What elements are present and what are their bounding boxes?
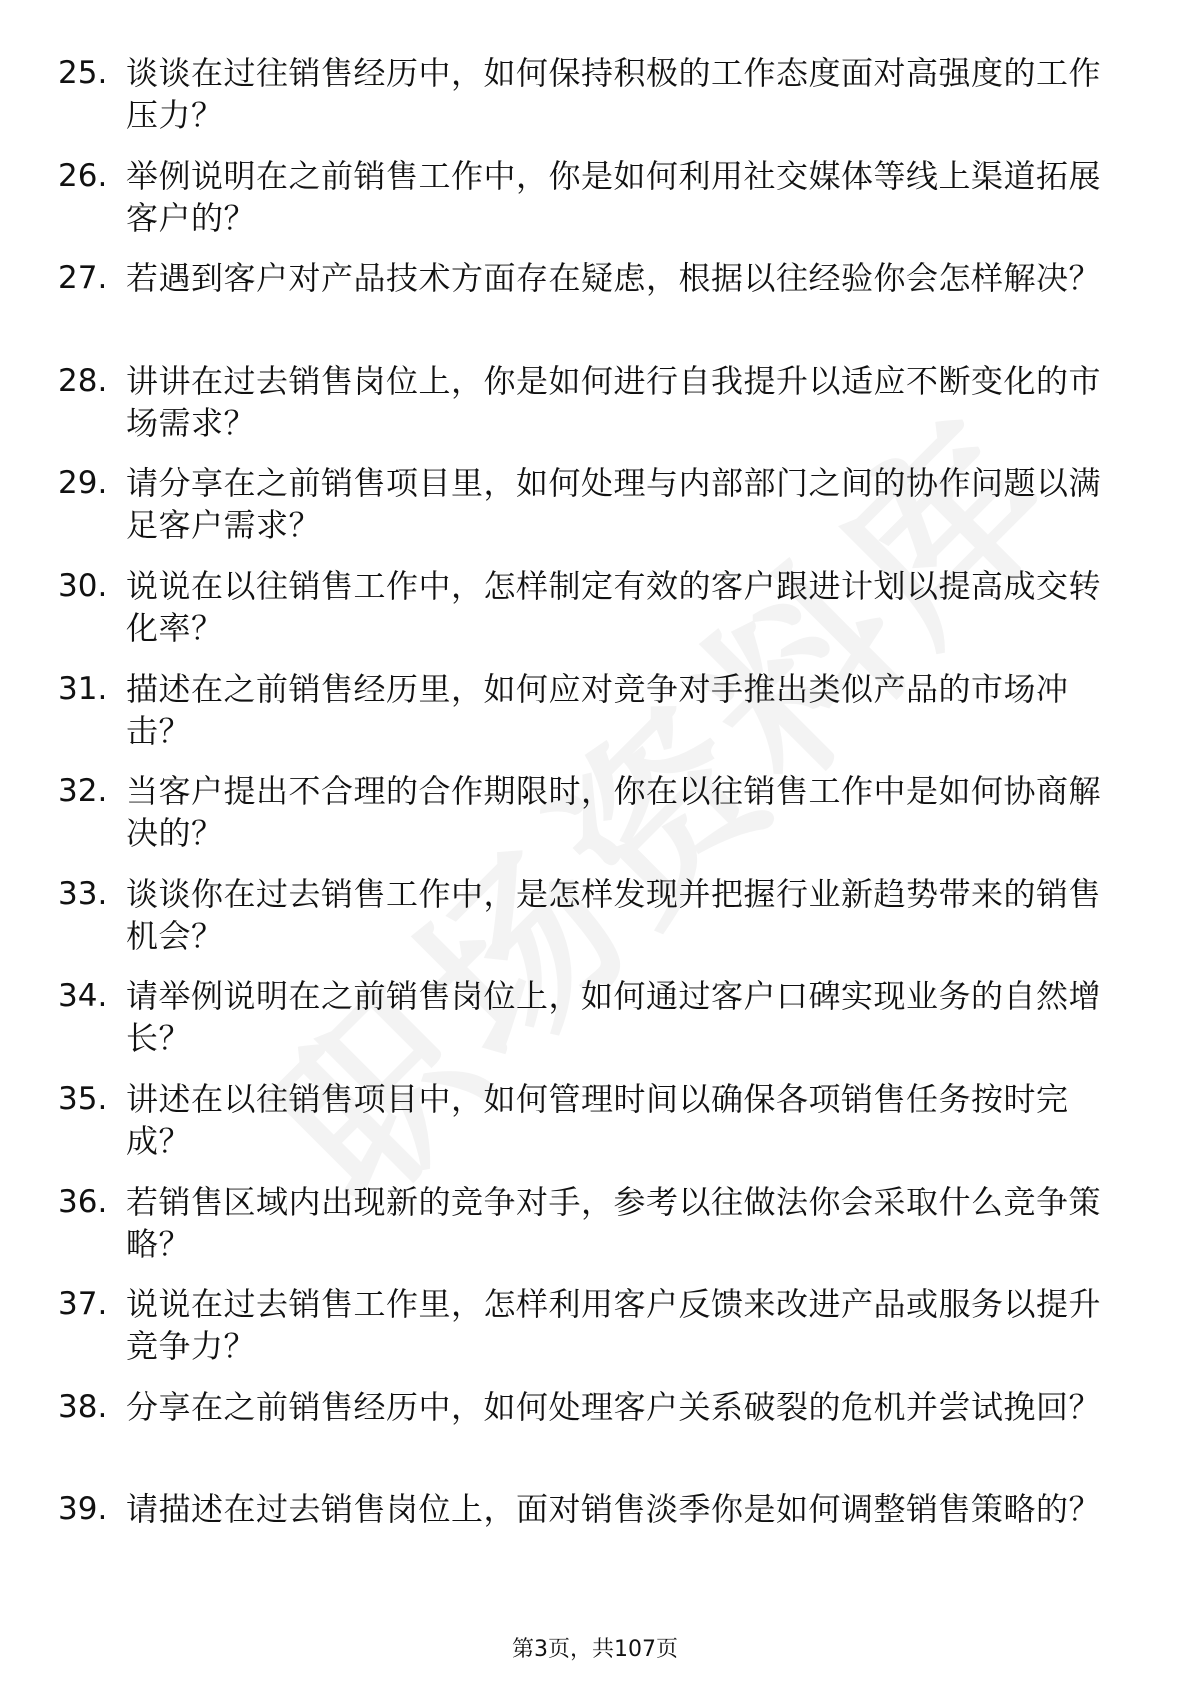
question-number: 27. bbox=[58, 260, 108, 297]
question-item bbox=[58, 1181, 1118, 1284]
question-number: 35. bbox=[58, 1080, 108, 1117]
question-number: 28. bbox=[58, 362, 108, 399]
question-text: 讲讲在过去销售岗位上，你是如何进行自我提升以适应不断变化的市场需求？ bbox=[126, 361, 1102, 442]
question-number: 36. bbox=[58, 1183, 108, 1220]
question-number: 34. bbox=[58, 978, 108, 1015]
question-text: 说说在过去销售工作里，怎样利用客户反馈来改进产品或服务以提升竞争力？ bbox=[126, 1285, 1102, 1366]
question-item bbox=[58, 462, 1118, 565]
question-text: 谈谈你在过去销售工作中，是怎样发现并把握行业新趋势带来的销售机会？ bbox=[126, 874, 1102, 955]
question-text: 当客户提出不合理的合作期限时，你在以往销售工作中是如何协商解决的？ bbox=[126, 772, 1102, 853]
question-item bbox=[58, 873, 1118, 976]
question-item bbox=[58, 360, 1118, 463]
question-text: 谈谈在过往销售经历中，如何保持积极的工作态度面对高强度的工作压力？ bbox=[126, 54, 1102, 134]
question-text: 请分享在之前销售项目里，如何处理与内部部门之间的协作问题以满足客户需求？ bbox=[126, 464, 1102, 545]
question-number: 31. bbox=[58, 670, 108, 707]
question-list bbox=[58, 52, 1118, 1591]
question-item bbox=[58, 155, 1118, 258]
question-text: 请描述在过去销售岗位上，面对销售淡季你是如何调整销售策略的？ bbox=[126, 1490, 1102, 1529]
question-text: 说说在以往销售工作中，怎样制定有效的客户跟进计划以提高成交转化率？ bbox=[126, 566, 1102, 647]
question-item bbox=[58, 257, 1118, 360]
question-item bbox=[58, 52, 1118, 155]
question-text: 举例说明在之前销售工作中，你是如何利用社交媒体等线上渠道拓展客户的？ bbox=[126, 156, 1102, 237]
question-number: 32. bbox=[58, 773, 108, 810]
question-text: 讲述在以往销售项目中，如何管理时间以确保各项销售任务按时完成？ bbox=[126, 1079, 1069, 1160]
page-footer: 第3页，共107页 bbox=[512, 1637, 678, 1662]
question-item bbox=[58, 668, 1118, 771]
question-text: 请举例说明在之前销售岗位上，如何通过客户口碑实现业务的自然增长？ bbox=[126, 977, 1102, 1058]
question-text: 若销售区域内出现新的竞争对手，参考以往做法你会采取什么竞争策略？ bbox=[126, 1182, 1102, 1263]
question-item bbox=[58, 975, 1118, 1078]
question-item bbox=[58, 1386, 1118, 1489]
question-number: 25. bbox=[58, 55, 108, 91]
question-text: 若遇到客户对产品技术方面存在疑虑，根据以往经验你会怎样解决？ bbox=[126, 259, 1102, 298]
question-number: 26. bbox=[58, 157, 108, 194]
question-number: 39. bbox=[58, 1491, 108, 1528]
question-number: 37. bbox=[58, 1286, 108, 1323]
question-item bbox=[58, 565, 1118, 668]
question-number: 30. bbox=[58, 567, 108, 604]
question-number: 38. bbox=[58, 1388, 108, 1425]
question-item bbox=[58, 1488, 1118, 1591]
question-item bbox=[58, 770, 1118, 873]
question-text: 描述在之前销售经历里，如何应对竞争对手推出类似产品的市场冲击？ bbox=[126, 669, 1069, 750]
question-number: 29. bbox=[58, 465, 108, 502]
question-text: 分享在之前销售经历中，如何处理客户关系破裂的危机并尝试挽回？ bbox=[126, 1387, 1102, 1426]
question-number: 33. bbox=[58, 875, 108, 912]
question-item bbox=[58, 1078, 1118, 1181]
question-item bbox=[58, 1283, 1118, 1386]
